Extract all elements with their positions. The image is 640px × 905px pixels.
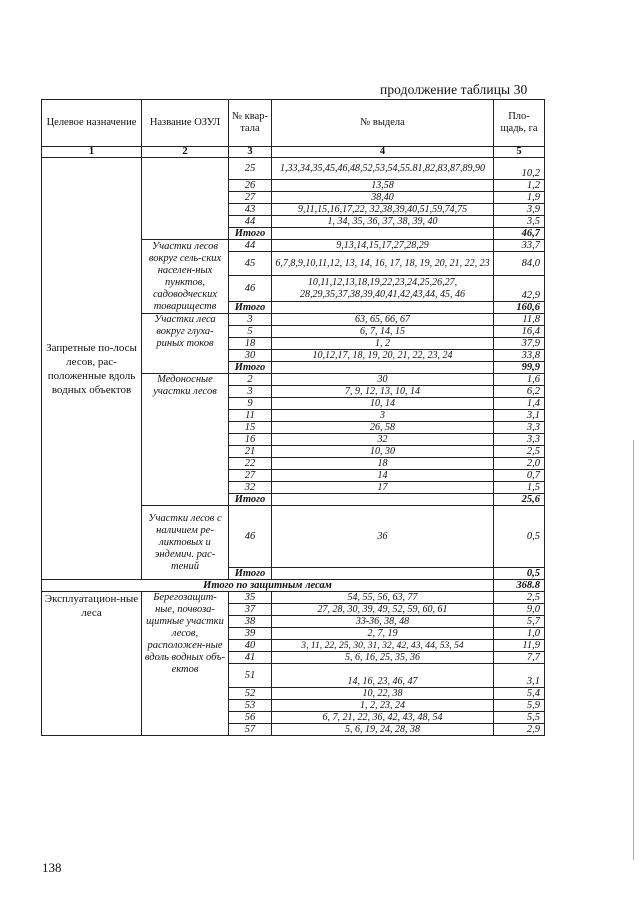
area-cell: 42,9 [494, 276, 545, 302]
group-cell [142, 158, 229, 240]
scan-edge-line [633, 440, 634, 860]
subtotal-label: Итого [229, 362, 272, 374]
area-cell: 3,3 [494, 422, 545, 434]
subtotal-area: 46,7 [494, 228, 545, 240]
kvartal-cell: 27 [229, 470, 272, 482]
area-cell: 5,7 [494, 616, 545, 628]
kvartal-cell: 15 [229, 422, 272, 434]
kvartal-cell: 51 [229, 664, 272, 688]
header-kvartal: № квар-тала [229, 100, 272, 147]
kvartal-cell: 44 [229, 216, 272, 228]
area-cell: 5,4 [494, 688, 545, 700]
area-cell: 3,1 [494, 410, 545, 422]
area-cell: 3,3 [494, 434, 545, 446]
vydel-cell: 10,12,17, 18, 19, 20, 21, 22, 23, 24 [272, 350, 494, 362]
vydel-cell: 18 [272, 458, 494, 470]
kvartal-cell: 9 [229, 398, 272, 410]
area-cell: 3,1 [494, 664, 545, 688]
vydel-cell [272, 302, 494, 314]
kvartal-cell: 21 [229, 446, 272, 458]
vydel-cell: 14, 16, 23, 46, 47 [272, 664, 494, 688]
vydel-cell: 10, 14 [272, 398, 494, 410]
vydel-cell [272, 228, 494, 240]
area-cell: 2,9 [494, 724, 545, 736]
subtotal-label: Итого [229, 568, 272, 580]
area-cell: 10,2 [494, 158, 545, 180]
kvartal-cell: 46 [229, 506, 272, 568]
area-cell: 3,9 [494, 204, 545, 216]
vydel-cell: 30 [272, 374, 494, 386]
area-cell: 0,7 [494, 470, 545, 482]
purpose-cell: Эксплуатацион-ные леса [42, 592, 142, 736]
column-number-row [42, 147, 545, 158]
vydel-cell: 63, 65, 66, 67 [272, 314, 494, 326]
vydel-cell: 5, 6, 16, 25, 35, 36 [272, 652, 494, 664]
kvartal-cell: 22 [229, 458, 272, 470]
vydel-cell: 33-36, 38, 48 [272, 616, 494, 628]
vydel-cell: 6,7,8,9,10,11,12, 13, 14, 16, 17, 18, 19, 20, 21, 22, 23 [272, 252, 494, 276]
group-cell: Участки леса вокруг глуха-риных токов [142, 314, 229, 374]
vydel-cell: 10, 22, 38 [272, 688, 494, 700]
area-cell: 5,9 [494, 700, 545, 712]
vydel-cell: 26, 58 [272, 422, 494, 434]
area-cell: 9,0 [494, 604, 545, 616]
col-number: 5 [494, 147, 545, 158]
kvartal-cell: 3 [229, 386, 272, 398]
vydel-cell: 6, 7, 21, 22, 36, 42, 43, 48, 54 [272, 712, 494, 724]
grand-total-row [42, 580, 545, 592]
header-row [42, 100, 545, 147]
kvartal-cell: 44 [229, 240, 272, 252]
header-vydel: № выдела [272, 100, 494, 147]
subtotal-area: 160,6 [494, 302, 545, 314]
kvartal-cell: 38 [229, 616, 272, 628]
subtotal-area: 25,6 [494, 494, 545, 506]
vydel-cell: 17 [272, 482, 494, 494]
area-cell: 1,5 [494, 482, 545, 494]
vydel-cell: 32 [272, 434, 494, 446]
vydel-cell [272, 362, 494, 374]
vydel-cell: 6, 7, 14, 15 [272, 326, 494, 338]
kvartal-cell: 5 [229, 326, 272, 338]
subtotal-area: 0,5 [494, 568, 545, 580]
kvartal-cell: 32 [229, 482, 272, 494]
col-number: 1 [42, 147, 142, 158]
forest-table [41, 99, 545, 736]
kvartal-cell: 16 [229, 434, 272, 446]
vydel-cell [272, 568, 494, 580]
col-number: 3 [229, 147, 272, 158]
kvartal-cell: 26 [229, 180, 272, 192]
kvartal-cell: 40 [229, 640, 272, 652]
header-area: Пло-щадь, га [494, 100, 545, 147]
kvartal-cell: 43 [229, 204, 272, 216]
vydel-cell: 3 [272, 410, 494, 422]
kvartal-cell: 30 [229, 350, 272, 362]
kvartal-cell: 45 [229, 252, 272, 276]
header-ozul-name: Название ОЗУЛ [142, 100, 229, 147]
vydel-cell: 10, 30 [272, 446, 494, 458]
vydel-cell: 7, 9, 12, 13, 10, 14 [272, 386, 494, 398]
area-cell: 2,5 [494, 446, 545, 458]
area-cell: 11,8 [494, 314, 545, 326]
area-cell: 84,0 [494, 252, 545, 276]
area-cell: 33,7 [494, 240, 545, 252]
kvartal-cell: 18 [229, 338, 272, 350]
area-cell: 7,7 [494, 652, 545, 664]
col-number: 2 [142, 147, 229, 158]
kvartal-cell: 37 [229, 604, 272, 616]
area-cell: 16,4 [494, 326, 545, 338]
area-cell: 1,6 [494, 374, 545, 386]
area-cell: 5,5 [494, 712, 545, 724]
page-number: 138 [42, 860, 62, 875]
vydel-cell: 9,11,15,16,17,22, 32,38,39,40,51,59,74,75 [272, 204, 494, 216]
area-cell: 2,5 [494, 592, 545, 604]
vydel-cell: 5, 6, 19, 24, 28, 38 [272, 724, 494, 736]
group-cell: Берегозащит-ные, почвоза-щитные участки лесов, расположен-ные вдоль водных объ-ектов [142, 592, 229, 736]
area-cell: 1,0 [494, 628, 545, 640]
vydel-cell: 3, 11, 22, 25, 30, 31, 32, 42, 43, 44, 53, 54 [272, 640, 494, 652]
kvartal-cell: 52 [229, 688, 272, 700]
area-cell: 2,0 [494, 458, 545, 470]
area-cell: 6,2 [494, 386, 545, 398]
vydel-cell: 14 [272, 470, 494, 482]
vydel-cell: 1, 2 [272, 338, 494, 350]
area-cell: 1,4 [494, 398, 545, 410]
vydel-cell: 1, 2, 23, 24 [272, 700, 494, 712]
vydel-cell: 27, 28, 30, 39, 49, 52, 59, 60, 61 [272, 604, 494, 616]
vydel-cell: 36 [272, 506, 494, 568]
kvartal-cell: 11 [229, 410, 272, 422]
kvartal-cell: 41 [229, 652, 272, 664]
area-cell: 33,8 [494, 350, 545, 362]
purpose-cell: Запретные по-лосы лесов, рас-положенные вдоль водных объектов [42, 158, 142, 580]
grand-total-label: Итого по защитным лесам [42, 580, 494, 592]
vydel-cell: 38,40 [272, 192, 494, 204]
kvartal-cell: 39 [229, 628, 272, 640]
subtotal-area: 99,9 [494, 362, 545, 374]
vydel-cell: 1, 34, 35, 36, 37, 38, 39, 40 [272, 216, 494, 228]
subtotal-label: Итого [229, 302, 272, 314]
col-number: 4 [272, 147, 494, 158]
area-cell: 0,5 [494, 506, 545, 568]
table-row [42, 158, 545, 180]
group-cell: Участки лесов вокруг сель-ских населен-ных пунктов, садоводческих товариществ [142, 240, 229, 314]
kvartal-cell: 35 [229, 592, 272, 604]
group-cell: Медоносные участки лесов [142, 374, 229, 506]
table-row [42, 592, 545, 604]
subtotal-label: Итого [229, 494, 272, 506]
kvartal-cell: 25 [229, 158, 272, 180]
vydel-cell: 13,58 [272, 180, 494, 192]
subtotal-label: Итого [229, 228, 272, 240]
grand-total-area: 368.8 [494, 580, 545, 592]
vydel-cell: 1,33,34,35,45,46,48,52,53,54,55.81,82,83,87,89,90 [272, 158, 494, 180]
kvartal-cell: 53 [229, 700, 272, 712]
area-cell: 37,9 [494, 338, 545, 350]
area-cell: 1,2 [494, 180, 545, 192]
kvartal-cell: 2 [229, 374, 272, 386]
area-cell: 1,9 [494, 192, 545, 204]
kvartal-cell: 57 [229, 724, 272, 736]
area-cell: 3,5 [494, 216, 545, 228]
kvartal-cell: 56 [229, 712, 272, 724]
group-cell: Участки лесов с наличием ре-ликтовых и эндемич. рас-тений [142, 506, 229, 580]
kvartal-cell: 3 [229, 314, 272, 326]
vydel-cell: 54, 55, 56, 63, 77 [272, 592, 494, 604]
vydel-cell: 9,13,14,15,17,27,28,29 [272, 240, 494, 252]
table-caption: продолжение таблицы 30 [380, 82, 528, 97]
kvartal-cell: 27 [229, 192, 272, 204]
vydel-cell: 2, 7, 19 [272, 628, 494, 640]
vydel-cell: 10,11,12,13,18,19,22,23,24,25,26,27, 28,29,35,37,38,39,40,41,42,43,44, 45, 46 [272, 276, 494, 302]
kvartal-cell: 46 [229, 276, 272, 302]
vydel-cell [272, 494, 494, 506]
area-cell: 11,9 [494, 640, 545, 652]
header-purpose: Целевое назначение [42, 100, 142, 147]
